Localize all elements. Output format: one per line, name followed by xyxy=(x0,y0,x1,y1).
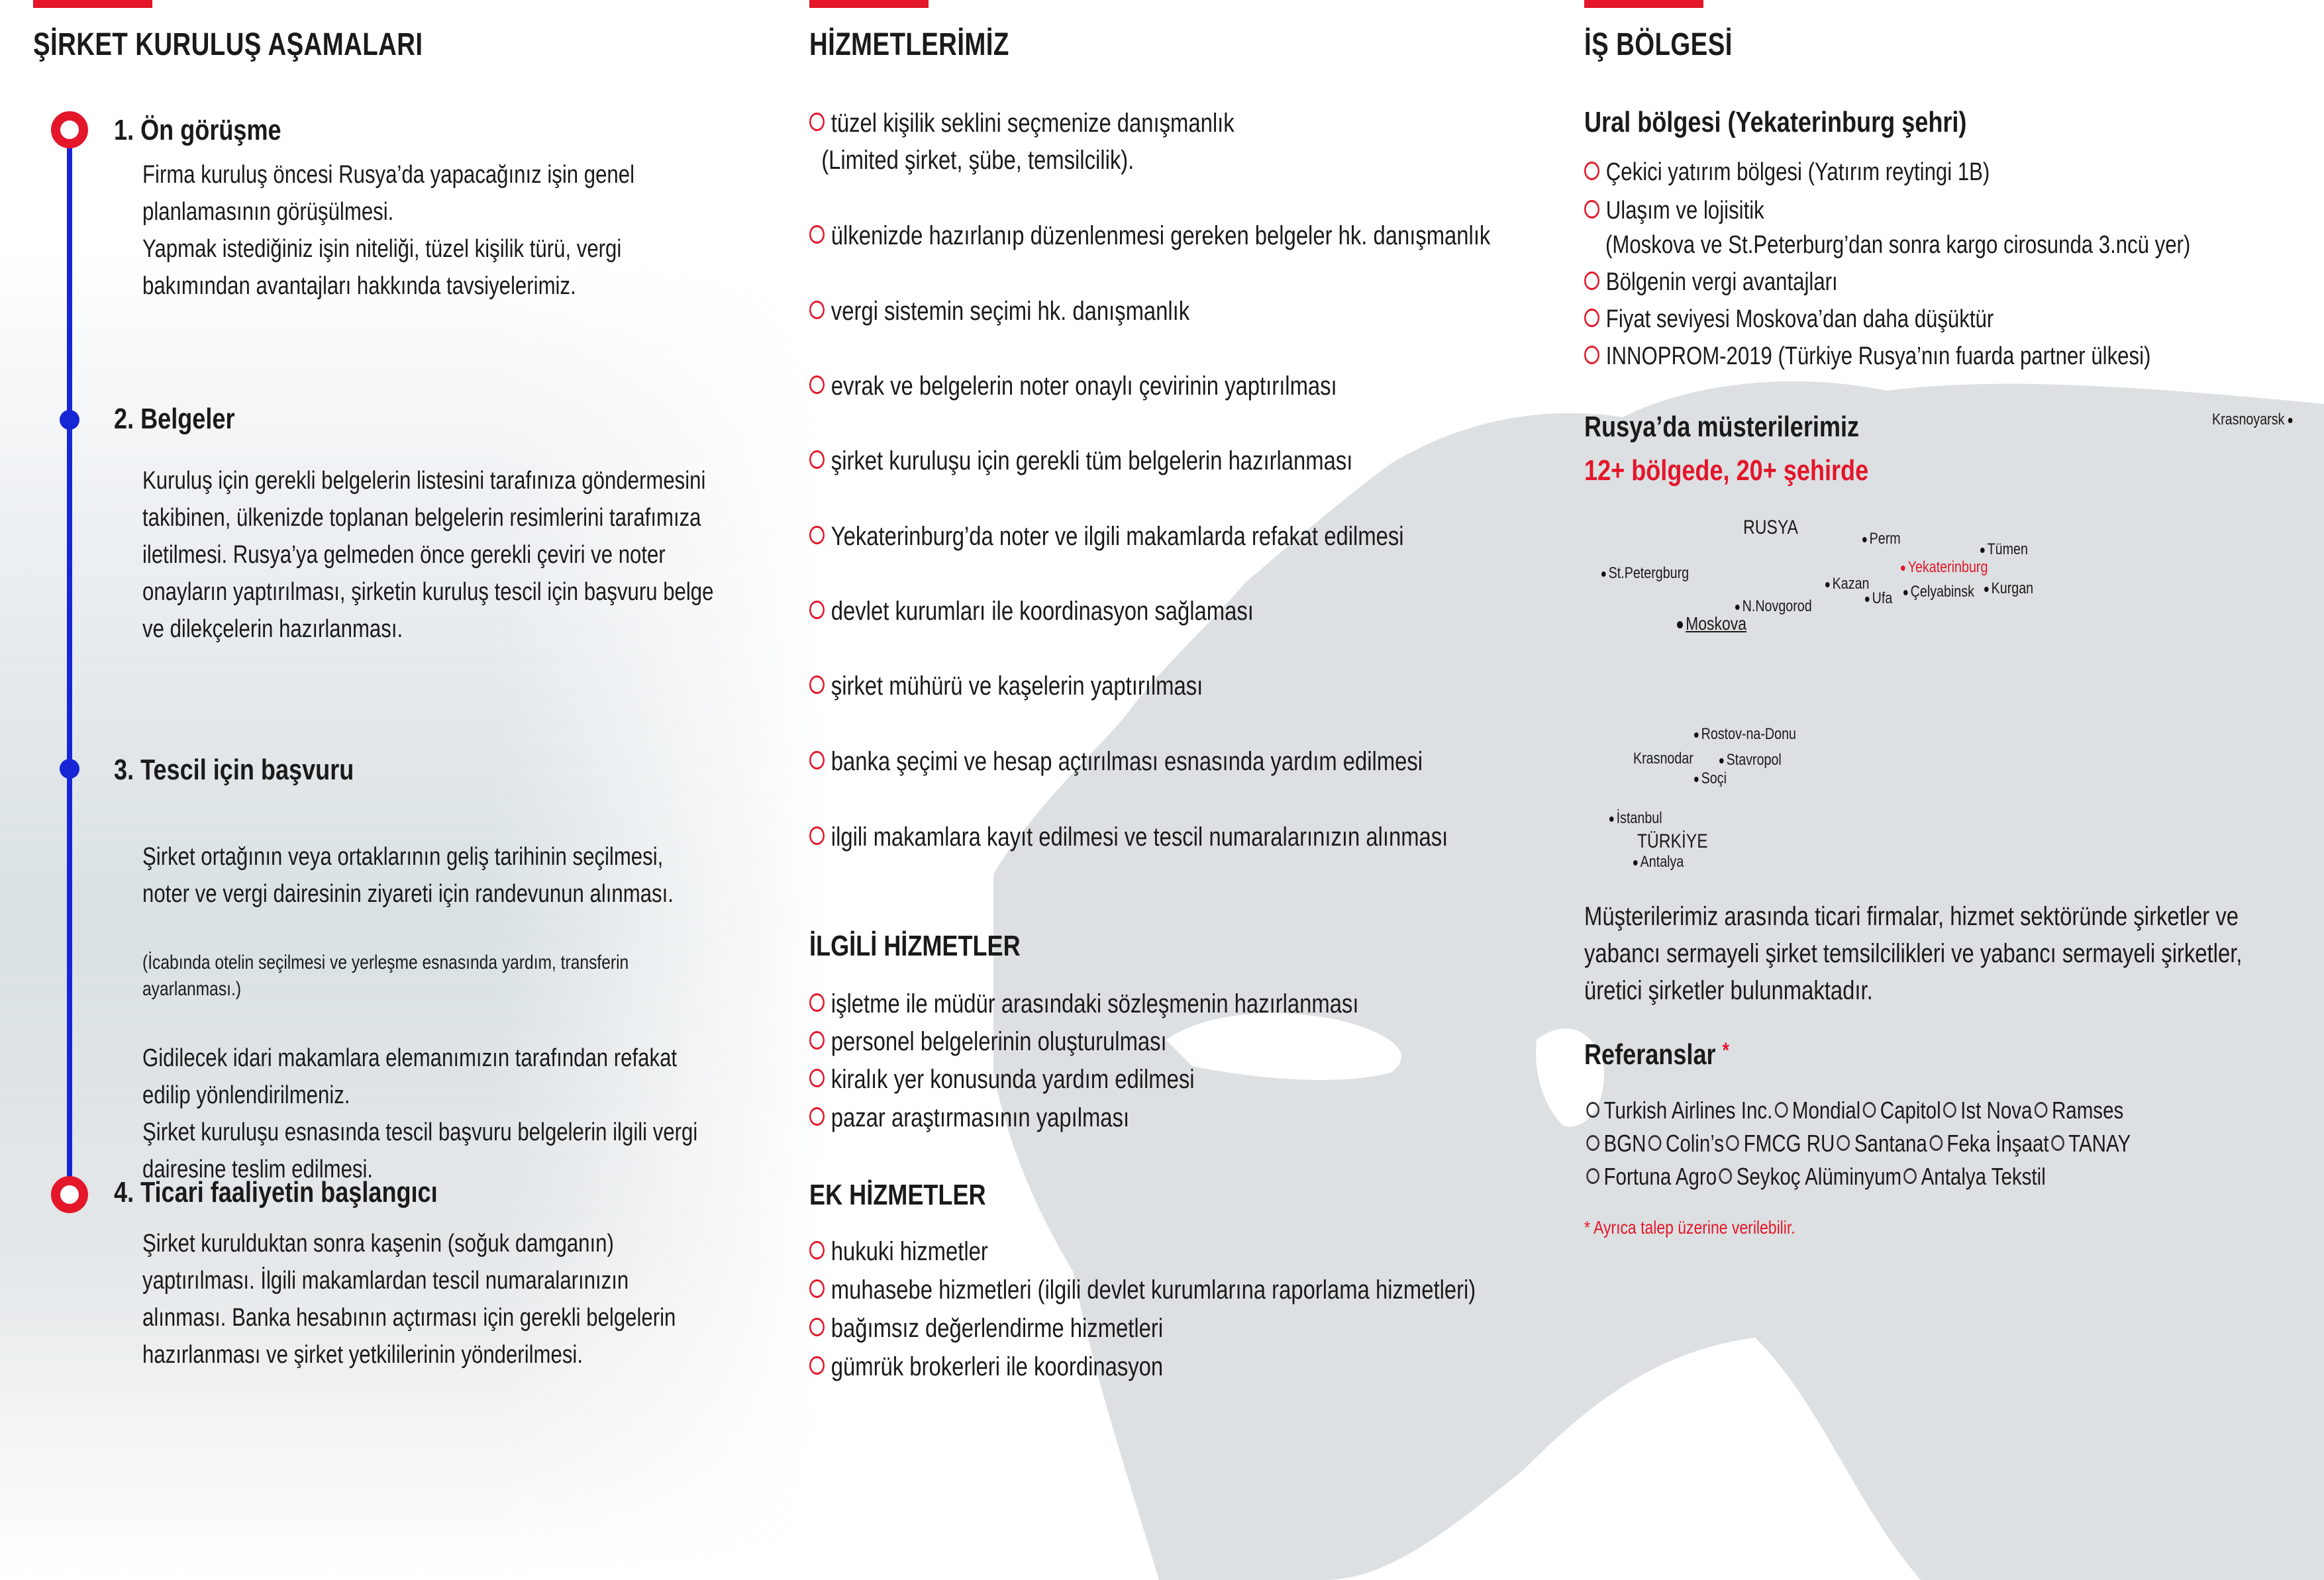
step-text: Şirket ortağının veya ortaklarının geliş tarihinin seçilmesi, noter ve vergi dairesinin ziyareti için randevunun alınması. xyxy=(142,843,674,908)
references-title: Referanslar * xyxy=(1584,1038,1729,1071)
service-item: devlet kurumları ile koordinasyon sağlaması xyxy=(809,593,1254,630)
middle-column-accent-bar xyxy=(809,0,929,8)
city-label: Ufa xyxy=(1865,589,1892,608)
left-column-accent-bar xyxy=(33,0,152,8)
city-label: Kurgan xyxy=(1984,579,2033,598)
clients-title: Rusya’da müsterilerimiz xyxy=(1584,411,1860,443)
right-column-title: İŞ BÖLGESİ xyxy=(1584,27,1733,62)
bullet-circle-icon xyxy=(1584,200,1599,219)
bullet-circle-icon xyxy=(809,826,825,845)
bullet-circle-icon xyxy=(1648,1135,1662,1151)
bullet-circle-icon xyxy=(809,375,825,394)
city-dot-icon xyxy=(1609,816,1614,822)
region-item: Çekici yatırım bölgesi (Yatırım reytingi 1B) xyxy=(1584,154,1990,191)
city-label: Moskova xyxy=(1677,613,1746,634)
bullet-circle-icon xyxy=(1929,1135,1943,1151)
service-item: Yekaterinburg’da noter ve ilgili makamlarda refakat edilmesi xyxy=(809,518,1404,555)
region-item: Ulaşım ve lojisitik xyxy=(1584,192,1764,229)
bullet-circle-icon xyxy=(1943,1102,1956,1118)
bullet-circle-icon xyxy=(809,113,825,131)
city-dot-icon xyxy=(1903,590,1908,595)
extra-service-item: bağımsız değerlendirme hizmetleri xyxy=(809,1310,1163,1347)
city-label: Perm xyxy=(1862,530,1901,548)
region-item: Bölgenin vergi avantajları xyxy=(1584,264,1838,301)
bullet-circle-icon xyxy=(1903,1168,1917,1184)
bullet-circle-icon xyxy=(809,1318,825,1336)
country-label-russia: RUSYA xyxy=(1743,517,1798,538)
city-dot-icon xyxy=(1694,777,1699,782)
timeline-ring-end-icon xyxy=(51,1176,88,1213)
bullet-circle-icon xyxy=(809,450,825,469)
city-label: Krasnoyarsk xyxy=(2212,411,2296,429)
bullet-circle-icon xyxy=(1726,1135,1739,1151)
city-label: Kazan xyxy=(1825,575,1869,593)
right-column-accent-bar xyxy=(1584,0,1703,8)
city-label: Çelyabinsk xyxy=(1903,583,1974,601)
region-item: INNOPROM-2019 (Türkiye Rusya’nın fuarda partner ülkesi) xyxy=(1584,338,2150,375)
related-service-item: personel belgelerinin oluşturulması xyxy=(809,1023,1167,1060)
bullet-circle-icon xyxy=(809,1241,825,1259)
step-text: Gidilecek idari makamlara elemanımızın tarafından refakat edilip yönlendirilmeniz. Şirket kuruluşu esnasında tescil başvuru belgelerin ilgili vergi dairesine teslim edilmesi. xyxy=(142,1044,698,1183)
step-title: 4. Ticari faaliyetin başlangıcı xyxy=(114,1176,438,1209)
related-services-title: İLGİLİ HİZMETLER xyxy=(809,930,1021,962)
step-text: Şirket kurulduktan sonra kaşenin (soğuk damganın) yaptırılması. İlgili makamlardan tescil numaralarınızın alınması. Banka hesabının açtırması için gerekli belgelerin hazırlanması ve şirket yetkililerinin yönderilmesi. xyxy=(142,1230,676,1369)
clients-paragraph-line: yabancı sermayeli şirket temsilcilikleri ve yabancı sermayeli şirketler, xyxy=(1584,939,2243,968)
bullet-circle-icon xyxy=(1586,1102,1599,1118)
bullet-circle-icon xyxy=(1584,346,1599,364)
related-service-item: pazar araştırmasının yapılması xyxy=(809,1099,1129,1136)
timeline-line xyxy=(67,126,72,1195)
bullet-circle-icon xyxy=(809,1107,825,1126)
service-item: banka şeçimi ve hesap açtırılması esnasında yardım edilmesi xyxy=(809,743,1423,780)
extra-service-item: hukuki hizmetler xyxy=(809,1233,988,1270)
city-dot-icon xyxy=(1719,758,1724,764)
bullet-circle-icon xyxy=(1584,162,1599,180)
city-dot-icon xyxy=(1735,605,1740,610)
clients-highlight: 12+ bölgede, 20+ şehirde xyxy=(1584,454,1869,487)
timeline-ring-start-icon xyxy=(51,111,88,148)
step-title: 3. Tescil için başvuru xyxy=(114,754,354,786)
city-label: Rostov-na-Donu xyxy=(1694,725,1796,744)
city-label: N.Novgorod xyxy=(1735,597,1812,616)
city-label: Tümen xyxy=(1980,540,2028,559)
step-text: Kuruluş için gerekli belgelerin listesini tarafınıza göndermesini takibinen, ülkenizde toplanan belgelerin resimlerini tarafımıza iletilmesi. Rusya’ya gelmeden önce gerekli çeviri ve noter onayların yaptırılması, şirketin kuruluş tescil için başvuru belge ve dilekçelerin hazırlanması. xyxy=(142,467,714,643)
bullet-circle-icon xyxy=(809,225,825,244)
city-dot-icon xyxy=(1694,732,1699,738)
city-dot-icon xyxy=(1901,566,1905,571)
bullet-circle-icon xyxy=(809,1279,825,1298)
step-title: 2. Belgeler xyxy=(114,403,235,435)
bullet-circle-icon xyxy=(2035,1102,2048,1118)
bullet-circle-icon xyxy=(1584,309,1599,327)
clients-paragraph-line: Müşterilerimiz arasında ticari firmalar, hizmet sektöründe şirketler ve xyxy=(1584,902,2239,931)
step-text-block xyxy=(142,801,811,1225)
region-subtitle: Ural bölgesi (Yekaterinburg şehri) xyxy=(1584,106,1967,138)
middle-column-title: HİZMETLERİMİZ xyxy=(809,27,1009,62)
bullet-circle-icon xyxy=(1775,1102,1788,1118)
bullet-circle-icon xyxy=(1584,272,1599,290)
left-column-title: ŞİRKET KURULUŞ AŞAMALARI xyxy=(33,27,423,62)
bullet-circle-icon xyxy=(809,675,825,694)
timeline-dot-icon xyxy=(60,759,79,779)
related-service-item: kiralık yer konusunda yardım edilmesi xyxy=(809,1061,1195,1098)
city-dot-icon xyxy=(1862,537,1867,542)
service-item: şirket kuruluşu için gerekli tüm belgelerin hazırlanması xyxy=(809,442,1352,479)
city-dot-icon xyxy=(1601,571,1606,577)
city-label: Stavropol xyxy=(1719,751,1782,769)
bullet-circle-icon xyxy=(1863,1102,1876,1118)
bullet-circle-icon xyxy=(809,526,825,544)
bullet-circle-icon xyxy=(809,1031,825,1050)
city-label: St.Petergburg xyxy=(1601,564,1689,583)
step-text: Firma kuruluş öncesi Rusya’da yapacağınız işin genel planlamasının görüşülmesi. Yapmak istediğiniz işin niteliği, tüzel kişilik türü, vergi bakımından avantajları hakkında tavsiyelerimiz. xyxy=(142,161,635,300)
bullet-circle-icon xyxy=(1586,1135,1599,1151)
region-item: Fiyat seviyesi Moskova’dan daha düşüktür xyxy=(1584,301,1994,338)
city-dot-icon xyxy=(1865,597,1870,602)
city-dot-icon xyxy=(2288,418,2293,423)
bullet-circle-icon xyxy=(1586,1168,1599,1184)
bullet-circle-icon xyxy=(809,601,825,619)
timeline-dot-icon xyxy=(60,410,79,430)
city-label: Antalya xyxy=(1633,853,1684,871)
service-item-continuation: (Limited şirket, şübe, temsilcilik). xyxy=(809,146,1135,175)
bullet-circle-icon xyxy=(1719,1168,1732,1184)
city-dot-icon xyxy=(1825,582,1830,587)
city-label: İstanbul xyxy=(1609,809,1662,828)
bullet-circle-icon xyxy=(809,1069,825,1087)
references-line: Fortuna Agro Seykoç Alüminyum Antalya Tekstil xyxy=(1584,1160,2046,1193)
bullet-circle-icon xyxy=(809,993,825,1012)
references-line: BGN Colin’s FMCG RU Santana Feka İnşaat TANAY xyxy=(1584,1127,2131,1160)
country-label-turkey: TÜRKİYE xyxy=(1637,830,1708,852)
bullet-circle-icon xyxy=(809,751,825,769)
service-item: ilgili makamlara kayıt edilmesi ve tescil numaralarınızın alınması xyxy=(809,818,1448,856)
service-item: evrak ve belgelerin noter onaylı çevirinin yaptırılması xyxy=(809,368,1337,405)
references-footnote: * Ayrıca talep üzerine verilebilir. xyxy=(1584,1217,1795,1238)
clients-paragraph-line: üretici şirketler bulunmaktadır. xyxy=(1584,976,1873,1005)
city-label-highlight: Yekaterinburg xyxy=(1901,558,1988,577)
service-item: şirket mühürü ve kaşelerin yaptırılması xyxy=(809,667,1203,705)
bullet-circle-icon xyxy=(809,301,825,319)
region-item-continuation: (Moskova ve St.Peterburg’dan sonra kargo cirosunda 3.ncü yer) xyxy=(1605,231,2191,259)
bullet-circle-icon xyxy=(2051,1135,2064,1151)
extra-service-item: muhasebe hizmetleri (ilgili devlet kurumlarına raporlama hizmetleri) xyxy=(809,1271,1476,1308)
step-note: (İcabında otelin seçilmesi ve yerleşme esnasında yardım, transferin ayarlanması.) xyxy=(142,952,629,1000)
bullet-circle-icon xyxy=(809,1356,825,1375)
city-dot-icon xyxy=(1633,860,1638,865)
service-item: vergi sistemin seçimi hk. danışmanlık xyxy=(809,293,1189,330)
step-title: 1. Ön görüşme xyxy=(114,114,281,146)
city-dot-icon xyxy=(1677,621,1683,628)
related-service-item: işletme ile müdür arasındaki sözleşmenin hazırlanması xyxy=(809,985,1358,1022)
service-item: tüzel kişilik seklini seçmenize danışmanlık xyxy=(809,105,1235,142)
city-label: Krasnodar xyxy=(1633,750,1693,767)
city-label: Soçi xyxy=(1694,769,1727,788)
service-item: ülkenizde hazırlanıp düzenlenmesi gereken belgeler hk. danışmanlık xyxy=(809,217,1490,254)
city-dot-icon xyxy=(1980,548,1985,553)
extra-service-item: gümrük brokerleri ile koordinasyon xyxy=(809,1348,1163,1385)
references-line: Turkish Airlines Inc. Mondial Capitol Ist Nova Ramses xyxy=(1584,1094,2123,1127)
bullet-circle-icon xyxy=(1837,1135,1850,1151)
city-dot-icon xyxy=(1984,587,1989,592)
extra-services-title: EK HİZMETLER xyxy=(809,1179,986,1211)
